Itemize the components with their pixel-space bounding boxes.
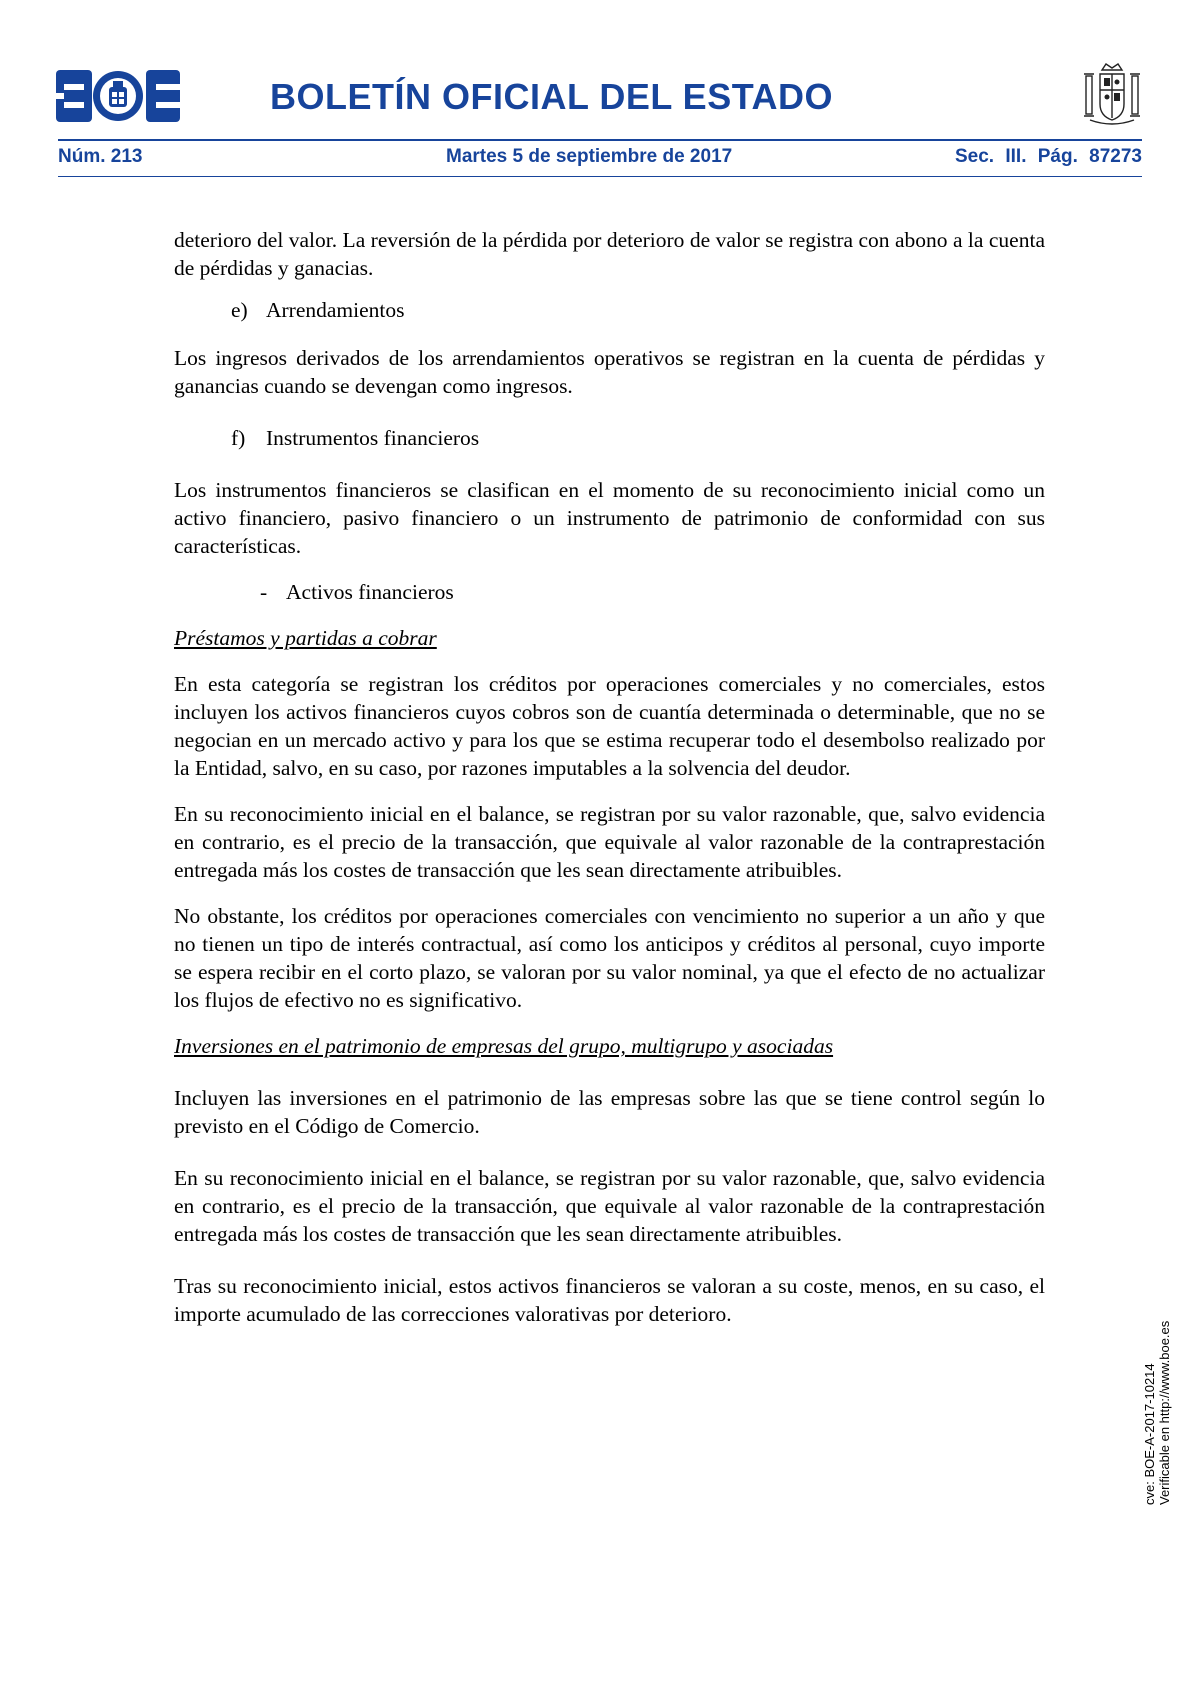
paragraph: Los instrumentos financieros se clasifican en el momento de su reconocimiento inicial como un activo financiero, pasivo financiero o un instrumento de patrimonio de conformidad con sus características.: [174, 478, 1045, 558]
paragraph: En esta categoría se registran los créditos por operaciones comerciales y no comerciales, estos incluyen los activos financieros cuyos cobros son de cuantía determinada o determinable, que no se negocian en un mercado activo y para los que se estima recuperar todo el desembolso realizado por la Entidad, salvo, en su caso, por razones imputables a la solvencia del deudor.: [174, 672, 1045, 780]
header-rule: [58, 139, 1142, 141]
verification-link: Verificable en http://www.boe.es: [1157, 1320, 1172, 1505]
list-item-label: Arrendamientos: [266, 298, 405, 322]
boe-logo: [56, 70, 180, 122]
section-page: Sec. III. Pág. 87273: [955, 146, 1142, 167]
section-heading: Préstamos y partidas a cobrar: [174, 626, 437, 650]
issue-info-bar: [58, 146, 1142, 172]
document-body: [174, 226, 1045, 1328]
coat-of-arms-icon: [1080, 60, 1144, 130]
list-item-label: Instrumentos financieros: [266, 426, 480, 450]
paragraph: Incluyen las inversiones en el patrimonio de las empresas sobre las que se tiene control según lo previsto en el Código de Comercio.: [174, 1086, 1045, 1138]
list-item-activos-financieros: [260, 578, 1045, 606]
paragraph: Los ingresos derivados de los arrendamientos operativos se registran en la cuenta de pérdidas y ganancias cuando se devengan como ingresos.: [174, 346, 1045, 398]
dash-marker: -: [260, 580, 268, 604]
list-item-arrendamientos: [231, 296, 1045, 324]
paragraph: deterioro del valor. La reversión de la pérdida por deterioro de valor se registra con abono a la cuenta de pérdidas y ganacias.: [174, 228, 1045, 280]
issue-number: Núm. 213: [58, 146, 143, 167]
cve-code: cve: BOE-A-2017-10214: [1142, 1363, 1157, 1505]
paragraph: No obstante, los créditos por operaciones comerciales con vencimiento no superior a un año y que no tienen un tipo de interés contractual, así como los anticipos y créditos al personal, cuyo importe se espera recibir en el corto plazo, se valoran por su valor nominal, ya que el efecto de no actualizar los flujos de efectivo no es significativo.: [174, 904, 1045, 1012]
list-marker: e): [231, 298, 248, 322]
verification-note: [1142, 1321, 1172, 1505]
paragraph: En su reconocimiento inicial en el balance, se registran por su valor razonable, que, salvo evidencia en contrario, es el precio de la transacción, que equivale al valor razonable de la contraprestación entregada más los costes de transacción que les sean directamente atribuibles.: [174, 802, 1045, 882]
list-item-label: Activos financieros: [286, 580, 454, 604]
paragraph: En su reconocimiento inicial en el balance, se registran por su valor razonable, que, salvo evidencia en contrario, es el precio de la transacción, que equivale al valor razonable de la contraprestación entregada más los costes de transacción que les sean directamente atribuibles.: [174, 1166, 1045, 1246]
issue-info-rule: [58, 176, 1142, 177]
section-heading: Inversiones en el patrimonio de empresas del grupo, multigrupo y asociadas: [174, 1034, 834, 1058]
issue-date: Martes 5 de septiembre de 2017: [446, 146, 733, 167]
list-item-instrumentos-financieros: [231, 424, 1045, 452]
gazette-title: BOLETÍN OFICIAL DEL ESTADO: [270, 76, 834, 117]
paragraph: Tras su reconocimiento inicial, estos activos financieros se valoran a su coste, menos, en su caso, el importe acumulado de las correcciones valorativas por deterioro.: [174, 1274, 1045, 1326]
list-marker: f): [231, 426, 246, 450]
